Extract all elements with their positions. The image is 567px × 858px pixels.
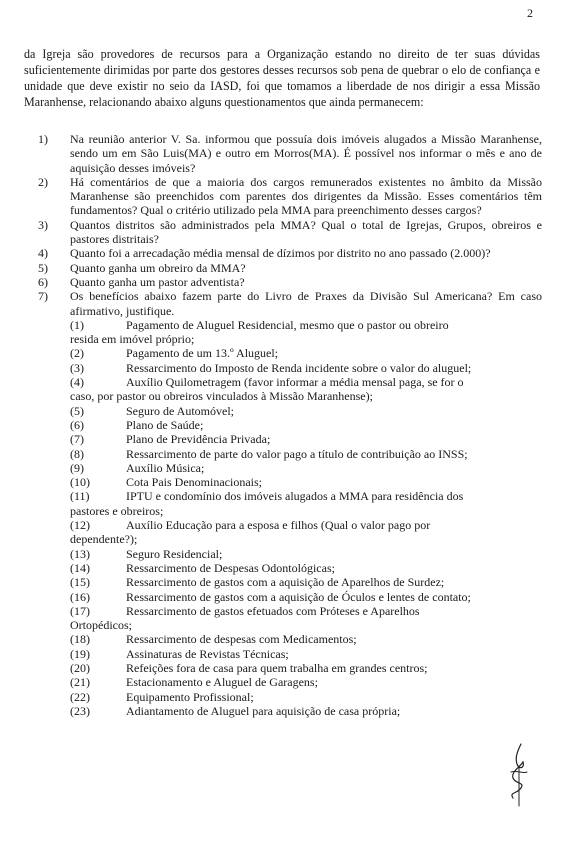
benefit-text: Plano de Previdência Privada; <box>126 432 271 447</box>
benefit-item <box>70 604 542 633</box>
benefit-number: (10) <box>70 475 90 490</box>
benefit-item <box>70 404 542 418</box>
benefit-item <box>70 518 542 547</box>
benefit-text: Ressarcimento de parte do valor pago a título de contribuição ao INSS; <box>126 446 468 461</box>
benefit-item <box>70 375 542 404</box>
benefit-number: (14) <box>70 560 90 575</box>
benefit-item <box>70 475 542 489</box>
signature-initials <box>505 742 531 810</box>
benefit-item <box>70 647 542 661</box>
benefit-number: (3) <box>70 360 84 375</box>
benefit-item <box>70 561 542 575</box>
question-text: Quanto ganha um pastor adventista? <box>70 274 245 289</box>
benefit-text-continuation: dependente?); <box>70 532 138 547</box>
question-text: Há comentários de que a maioria dos cargos remunerados existentes no âmbito da Missão Maranhense são preenchidos com parentes dos dirigentes da Missão. Esses comentários têm fundamentos? Qual o critério utilizado pela MMA para preenchimento desses cargos? <box>70 174 542 218</box>
question-item <box>38 261 542 275</box>
benefit-text: Auxílio Quilometragem (favor informar a média mensal paga, se for o <box>126 375 464 390</box>
benefit-text: Estacionamento e Aluguel de Garagens; <box>126 675 318 690</box>
benefit-text: Plano de Saúde; <box>126 417 204 432</box>
benefit-item <box>70 704 542 718</box>
benefit-number: (4) <box>70 375 84 390</box>
benefit-number: (5) <box>70 403 84 418</box>
benefit-number: (8) <box>70 446 84 461</box>
benefit-text: Ressarcimento de Despesas Odontológicas; <box>126 560 335 575</box>
question-number: 4) <box>38 246 48 261</box>
benefit-number: (23) <box>70 703 90 718</box>
question-item <box>38 132 542 175</box>
benefit-number: (21) <box>70 675 90 690</box>
benefit-text: Auxílio Educação para a esposa e filhos (Qual o valor pago por <box>126 518 431 533</box>
benefit-text: Auxílio Música; <box>126 460 205 475</box>
benefit-item <box>70 661 542 675</box>
benefit-number: (20) <box>70 660 90 675</box>
question-text: Quantos distritos são administrados pela MMA? Qual o total de Igrejas, Grupos, obreiros e pastores distritais? <box>70 217 542 247</box>
benefit-number: (17) <box>70 603 90 618</box>
benefit-number: (1) <box>70 317 84 332</box>
question-number: 5) <box>38 260 48 275</box>
benefit-text: Ressarcimento de gastos efetuados com Próteses e Aparelhos <box>126 603 420 618</box>
benefit-text: Assinaturas de Revistas Técnicas; <box>126 646 289 661</box>
benefit-text: Cota Pais Denominacionais; <box>126 475 262 490</box>
benefit-item <box>70 361 542 375</box>
question-list <box>38 132 542 718</box>
question-text: Quanto foi a arrecadação média mensal de dízimos por distrito no ano passado (2.000)? <box>70 246 491 261</box>
benefit-text: Ressarcimento de gastos com a aquisição de Óculos e lentes de contato; <box>126 589 471 604</box>
question-item <box>38 175 542 218</box>
benefit-item <box>70 590 542 604</box>
question-item <box>38 289 542 718</box>
question-text: Na reunião anterior V. Sa. informou que possuía dois imóveis alugados a Missão Maranhense, sendo um em São Luis(MA) e outro em Morros(MA). É possível nos informar o mês e ano de aquisição desses imóveis? <box>70 132 542 175</box>
benefit-item <box>70 547 542 561</box>
benefit-item <box>70 575 542 589</box>
benefit-text-continuation: Ortopédicos; <box>70 618 132 633</box>
benefit-text: Pagamento de um 13.º Aluguel; <box>126 346 279 361</box>
benefit-number: (7) <box>70 432 84 447</box>
benefit-text: Ressarcimento do Imposto de Renda incidente sobre o valor do aluguel; <box>126 360 472 375</box>
benefit-number: (9) <box>70 460 84 475</box>
benefit-number: (6) <box>70 417 84 432</box>
benefit-number: (13) <box>70 546 90 561</box>
question-number: 7) <box>38 289 48 304</box>
question-number: 2) <box>38 174 48 189</box>
benefit-text: Ressarcimento de despesas com Medicamentos; <box>126 632 357 647</box>
benefit-number: (16) <box>70 589 90 604</box>
benefit-number: (11) <box>70 489 90 504</box>
benefit-text-continuation: caso, por pastor ou obreiros vinculados à Missão Maranhense); <box>70 389 373 404</box>
benefit-number: (15) <box>70 575 90 590</box>
benefit-item <box>70 418 542 432</box>
benefit-text: Pagamento de Aluguel Residencial, mesmo que o pastor ou obreiro <box>126 317 449 332</box>
benefit-number: (12) <box>70 518 90 533</box>
benefit-item <box>70 432 542 446</box>
question-item <box>38 246 542 260</box>
benefit-item <box>70 346 542 360</box>
benefit-text-continuation: resida em imóvel próprio; <box>70 332 195 347</box>
intro-paragraph: da Igreja são provedores de recursos para a Organização estando no direito de ter suas dúvidas suficientemente dirimidas por parte dos gestores desses recursos sob pena de quebrar o elo de confiança e unidade que deve existir no seio da IASD, foi que tomamos a liberdade de nos dirigir a essa Missão Maranhense, relacionando abaixo alguns questionamentos que ainda permanecem: <box>24 47 540 109</box>
benefit-number: (18) <box>70 632 90 647</box>
benefit-text: Seguro Residencial; <box>126 546 223 561</box>
benefit-text: Ressarcimento de gastos com a aquisição de Aparelhos de Surdez; <box>126 575 445 590</box>
benefit-text: Seguro de Automóvel; <box>126 403 234 418</box>
benefit-text-continuation: pastores e obreiros; <box>70 503 164 518</box>
question-number: 1) <box>38 132 48 146</box>
benefit-item <box>70 318 542 347</box>
benefit-item <box>70 489 542 518</box>
benefit-item <box>70 675 542 689</box>
question-number: 3) <box>38 217 48 232</box>
benefit-text: IPTU e condomínio dos imóveis alugados a MMA para residência dos <box>126 489 464 504</box>
benefit-list <box>70 318 542 718</box>
benefit-text: Equipamento Profissional; <box>126 689 254 704</box>
benefit-text: Refeições fora de casa para quem trabalha em grandes centros; <box>126 660 428 675</box>
benefit-number: (22) <box>70 689 90 704</box>
benefit-number: (2) <box>70 346 84 361</box>
benefit-item <box>70 690 542 704</box>
question-item <box>38 275 542 289</box>
page-number: 2 <box>527 6 533 20</box>
benefit-item <box>70 447 542 461</box>
benefit-text: Adiantamento de Aluguel para aquisição de casa própria; <box>126 703 401 718</box>
question-text: Quanto ganha um obreiro da MMA? <box>70 260 246 275</box>
question-text: Os benefícios abaixo fazem parte do Livro de Praxes da Divisão Sul Americana? Em caso afirmativo, justifique. <box>70 289 542 318</box>
question-number: 6) <box>38 274 48 289</box>
benefit-item <box>70 461 542 475</box>
question-item <box>38 218 542 247</box>
benefit-item <box>70 632 542 646</box>
benefit-number: (19) <box>70 646 90 661</box>
